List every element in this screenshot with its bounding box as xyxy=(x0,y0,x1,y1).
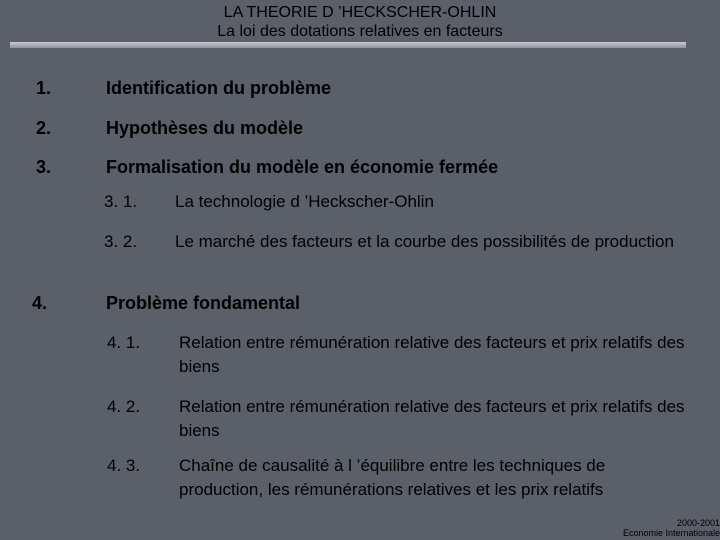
slide-header xyxy=(0,3,720,41)
footer-course: Economie Internationale xyxy=(622,528,720,538)
item-label: Problème fondamental xyxy=(106,293,301,313)
item-label: Identification du problème xyxy=(106,78,332,98)
subitem-text: Relation entre rémunération relative des facteurs et prix relatifs des biens xyxy=(179,397,685,440)
subitem-text: Chaîne de causalité à l ’équilibre entre les techniques de production, les rémunérations relatives et les prix relatifs xyxy=(179,456,606,499)
subitem-text: La technologie d ’Heckscher-Ohlin xyxy=(175,192,434,211)
outline-item-2 xyxy=(0,118,720,142)
outline-item-3 xyxy=(0,157,720,181)
item-label: Hypothèses du modèle xyxy=(106,118,304,138)
item-number: 2. xyxy=(36,118,52,138)
subitem-number: 3. 1. xyxy=(104,192,138,211)
slide-footer xyxy=(600,518,720,538)
item-number: 4. xyxy=(32,293,48,313)
subitem-number: 4. 3. xyxy=(107,456,141,475)
outline-item-4 xyxy=(0,293,720,317)
subitem-text: Relation entre rémunération relative des facteurs et prix relatifs des biens xyxy=(179,333,685,376)
title-divider xyxy=(10,42,686,48)
item-number: 3. xyxy=(36,157,52,177)
subitem-number: 4. 1. xyxy=(107,333,141,352)
footer-year: 2000-2001 xyxy=(676,518,720,528)
outline-item-1 xyxy=(0,78,720,102)
subitem-number: 4. 2. xyxy=(107,397,141,416)
item-label: Formalisation du modèle en économie fermée xyxy=(106,157,499,177)
slide-subtitle: La loi des dotations relatives en facteurs xyxy=(217,23,503,40)
subitem-number: 3. 2. xyxy=(104,232,138,251)
subitem-text: Le marché des facteurs et la courbe des possibilités de production xyxy=(175,232,674,251)
slide-title: LA THEORIE D ’HECKSCHER-OHLIN xyxy=(223,4,497,21)
item-number: 1. xyxy=(36,78,52,98)
